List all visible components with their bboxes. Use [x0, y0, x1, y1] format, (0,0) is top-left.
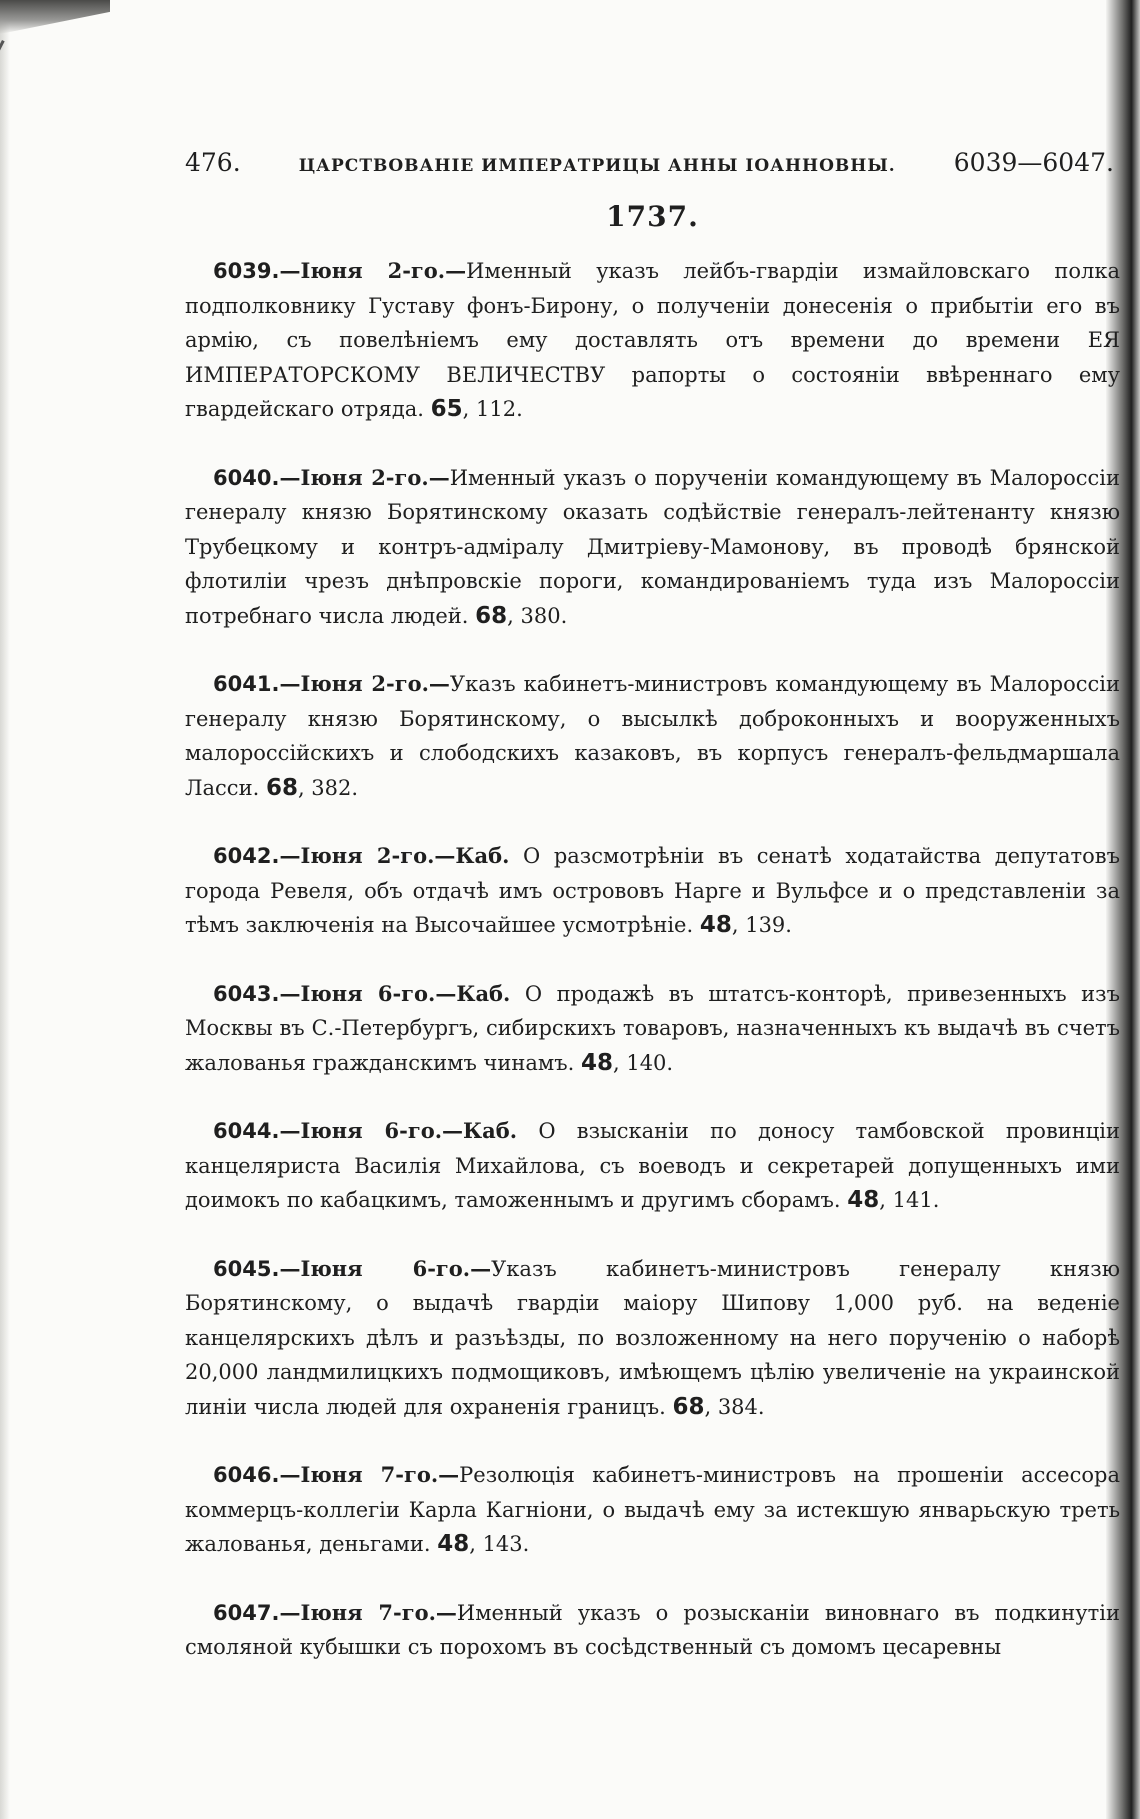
entry-number: 6047. [213, 1600, 280, 1625]
scan-corner-shadow [0, 0, 110, 34]
entry-date: —Іюня 2-го.— [279, 464, 450, 490]
entry-date: —Іюня 6-го.—Каб. [279, 980, 511, 1006]
entry-number: 6040. [213, 465, 280, 490]
entry-text: Именный указъ лейбъ-гвардіи измайловскаго полка подполковнику Густаву фонъ-Бирону, о полученіи донесенія о прибытіи его въ армію, съ повелѣніемъ ему доставлять отъ времени до времени ЕЯ ИМПЕРАТОРСКОМУ ВЕЛИЧЕСТВУ рапорты о состояніи ввѣреннаго ему гвардейскаго отряда. [185, 259, 1120, 421]
entry-number: 6039. [213, 259, 280, 283]
entry-number: 6046. [213, 1463, 280, 1487]
entry-number: 6042. [213, 844, 280, 868]
entry [185, 1596, 1120, 1665]
entry-page: , 139. [731, 913, 792, 937]
entry-text: О продажѣ въ штатсъ-конторѣ, привезенныхъ изъ Москвы въ С.-Петербургъ, сибирскихъ товаровъ, назначенныхъ къ выдачѣ въ счетъ жалованья гражданскимъ чинамъ. [185, 981, 1120, 1075]
entry-text: Указъ кабинетъ-министровъ командующему въ Малороссіи генералу князю Борятинскому, о высылкѣ доброконныхъ и вооруженныхъ малороссійскихъ и слободскихъ казаковъ, въ корпусъ генералъ-фельдмаршала Ласси. [185, 672, 1120, 800]
year-heading: 1737. [606, 200, 699, 233]
entry [185, 977, 1120, 1081]
running-title: ЦАРСТВОВАНІЕ ИМПЕРАТРИЦЫ АННЫ ІОАННОВНЫ. [298, 156, 896, 176]
entry-page: , 141. [879, 1188, 940, 1212]
entry-volume: 68 [475, 602, 508, 629]
entry-volume: 48 [847, 1187, 880, 1213]
entry-number: 6041. [213, 672, 280, 696]
entry-date: —Іюня 7-го.— [279, 1599, 457, 1625]
entry-page: , 382. [297, 775, 359, 800]
entry-date: —Іюня 6-го.— [279, 1255, 492, 1281]
entry-range: 6039—6047. [953, 148, 1114, 177]
entry-text: Указъ кабинетъ-министровъ генералу князю Борятинскому, о выдачѣ гвардіи маіору Шипову 1,000 руб. на веденіе канцелярскихъ дѣлъ и разъѣзды, по возложенному на него порученію о наборѣ 20,000 ландмилицкихъ подмощиковъ, имѣющемъ цѣлію увеличеніе на украинской линіи числа людей для охраненія границъ. [185, 1256, 1120, 1419]
entry-volume: 48 [580, 1049, 613, 1076]
entry-number: 6045. [213, 1256, 280, 1281]
entry-volume: 48 [699, 912, 732, 938]
entry [185, 1114, 1120, 1218]
entry-volume: 48 [437, 1531, 470, 1557]
running-head [185, 148, 1120, 188]
entry-page: , 140. [612, 1050, 674, 1075]
entry [185, 667, 1120, 805]
entry-text: Резолюція кабинетъ-министровъ на прошеніи ассесора коммерцъ-коллегіи Карла Кагніони, о выдачѣ ему за истекшую январьскую треть жалованья, деньгами. [185, 1463, 1120, 1556]
entry-number: 6043. [213, 981, 280, 1006]
entry-page: , 384. [704, 1394, 765, 1419]
entry-date: —Іюня 2-го.—Каб. [279, 843, 510, 868]
entry-text: О разсмотрѣніи въ сенатѣ ходатайства депутатовъ города Ревеля, объ отдачѣ имъ острововъ Нарге и Вульфсе и о представленіи за тѣмъ заключенія на Высочайшее усмотрѣніе. [185, 844, 1120, 937]
entry [185, 254, 1120, 427]
scan-edge-left [0, 0, 10, 1819]
entry [185, 1458, 1120, 1562]
entry-page: , 380. [507, 603, 568, 628]
entry [185, 839, 1120, 943]
entry-page: , 143. [469, 1532, 530, 1556]
entry-text: Именный указъ о розысканіи виновнаго въ подкинутіи смоляной кубышки съ порохомъ въ сосѣдственный съ домомъ цесаревны [185, 1600, 1120, 1659]
entry-date: —Іюня 2-го.— [279, 671, 450, 696]
entry-date: —Іюня 2-го.— [279, 258, 467, 283]
entry [185, 461, 1120, 634]
page-number: 476. [185, 148, 241, 177]
entry-volume: 65 [430, 396, 463, 422]
entry-text: О взысканіи по доносу тамбовской провинціи канцеляриста Василія Михайлова, съ воеводъ и секретарей допущенныхъ ими доимокъ по кабацкимъ, таможеннымъ и другимъ сборамъ. [185, 1119, 1120, 1212]
entry-volume: 68 [672, 1393, 705, 1420]
page-body [185, 148, 1120, 1699]
entry-date: —Іюня 6-го.—Каб. [279, 1118, 518, 1143]
entries-list [185, 254, 1120, 1665]
entry [185, 1252, 1120, 1425]
entry-date: —Іюня 7-го.— [279, 1462, 460, 1487]
entry-number: 6044. [213, 1119, 280, 1143]
entry-volume: 68 [265, 774, 298, 801]
entry-text: Именный указъ о порученіи командующему въ Малороссіи генералу князю Борятинскому оказать содѣйствіе генералъ-лейтенанту князю Трубецкому и контръ-адміралу Дмитріеву-Мамонову, въ проводѣ брянской флотиліи чрезъ днѣпровскіе пороги, командированіемъ туда изъ Малороссіи потребнаго числа людей. [185, 465, 1120, 628]
entry-page: , 112. [462, 397, 523, 421]
